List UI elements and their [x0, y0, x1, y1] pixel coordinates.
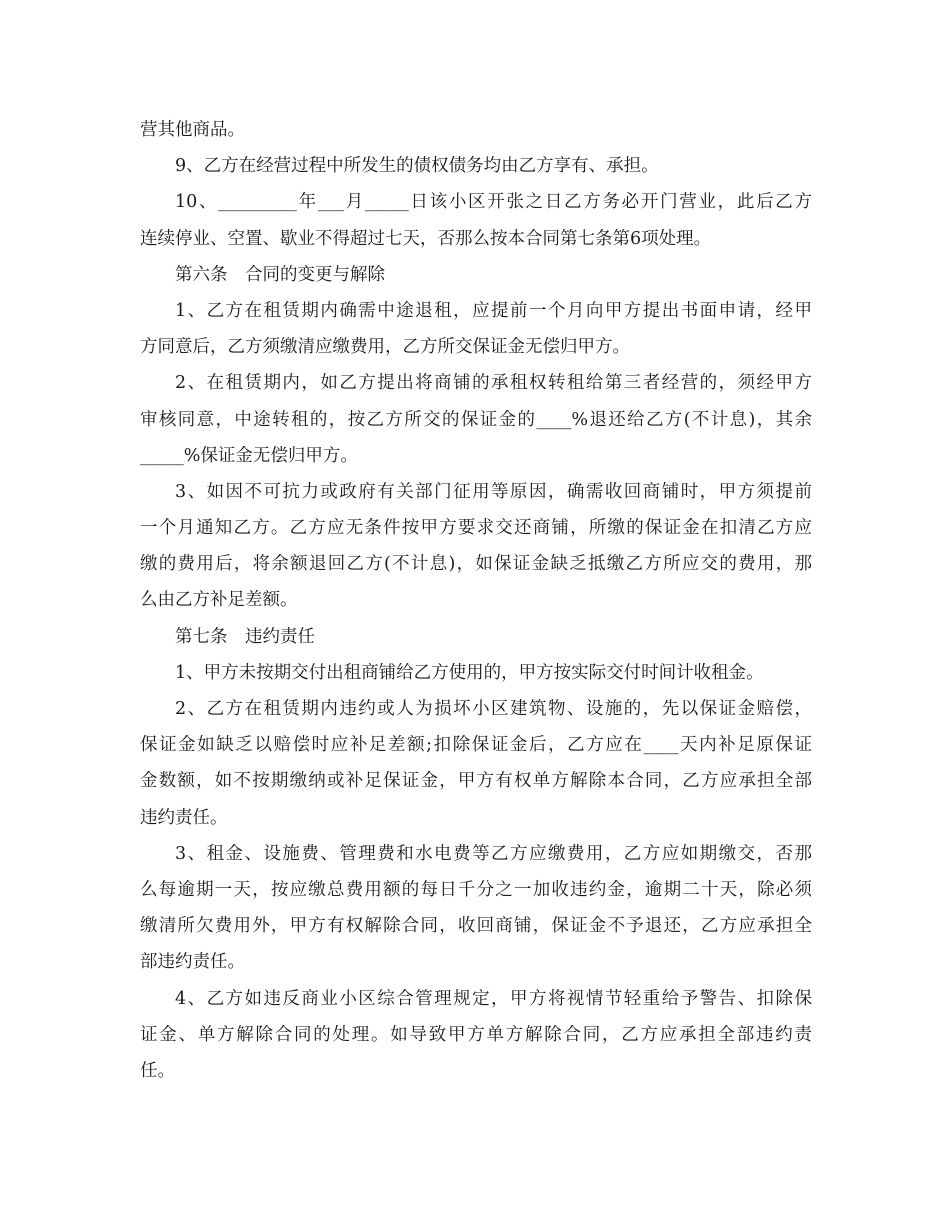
text-line: 4、乙方如违反商业小区综合管理规定，甲方将视情节轻重给予警告、扣除保: [175, 988, 812, 1009]
text-line: 1、甲方未按期交付出租商铺给乙方使用的，甲方按实际交付时间计收租金。: [175, 662, 764, 683]
text-line: 保证金如缺乏以赔偿时应补足差额;扣除保证金后，乙方应在____天内补足原保证: [140, 735, 812, 756]
section-heading: 第七条 违约责任: [175, 626, 315, 647]
text-line: 任。: [140, 1060, 175, 1081]
text-line: 部违约责任。: [140, 952, 245, 973]
text-line: 10、_________年___月_____日该小区开张之日乙方务必开门营业，此后乙方: [175, 192, 812, 213]
text-line: _____%保证金无偿归甲方。: [140, 445, 358, 466]
text-line: 证金、单方解除合同的处理。如导致甲方单方解除合同，乙方应承担全部违约责: [140, 1024, 812, 1045]
text-line: 2、乙方在租赁期内违约或人为损坏小区建筑物、设施的，先以保证金赔偿，: [175, 699, 812, 719]
text-line: 么每逾期一天，按应缴总费用额的每日千分之一加收违约金，逾期二十天，除必须: [140, 879, 812, 900]
text-line: 缴的费用后，将余额退回乙方(不计息)，如保证金缺乏抵缴乙方所应交的费用，那: [140, 554, 812, 575]
document-body: [140, 112, 812, 1089]
text-line: 么由乙方补足差额。: [140, 590, 298, 611]
text-line: 审核同意，中途转租的，按乙方所交的保证金的____%退还给乙方(不计息)，其余: [140, 409, 812, 430]
text-line: 方同意后，乙方须缴清应缴费用，乙方所交保证金无偿归甲方。: [140, 337, 630, 358]
text-line: 金数额，如不按期缴纳或补足保证金，甲方有权单方解除本合同，乙方应承担全部: [140, 771, 812, 792]
text-line: 3、租金、设施费、管理费和水电费等乙方应缴费用，乙方应如期缴交，否那: [175, 843, 812, 864]
text-line: 营其他商品。: [140, 120, 245, 140]
text-line: 连续停业、空置、歇业不得超过七天，否那么按本合同第七条第6项处理。: [140, 228, 712, 249]
text-line: 缴清所欠费用外，甲方有权解除合同，收回商铺，保证金不予退还，乙方应承担全: [140, 916, 812, 937]
text-line: 3、如因不可抗力或政府有关部门征用等原因，确需收回商铺时，甲方须提前: [175, 481, 812, 502]
text-line: 一个月通知乙方。乙方应无条件按甲方要求交还商铺，所缴的保证金在扣清乙方应: [140, 518, 812, 539]
text-line: 2、在租赁期内，如乙方提出将商铺的承租权转租给第三者经营的，须经甲方: [175, 373, 812, 394]
text-line: 1、乙方在租赁期内确需中途退租，应提前一个月向甲方提出书面申请，经甲: [175, 300, 812, 321]
text-line: 9、乙方在经营过程中所发生的债权债务均由乙方享有、承担。: [175, 156, 659, 177]
section-heading: 第六条 合同的变更与解除: [175, 264, 385, 285]
text-line: 违约责任。: [140, 807, 228, 828]
